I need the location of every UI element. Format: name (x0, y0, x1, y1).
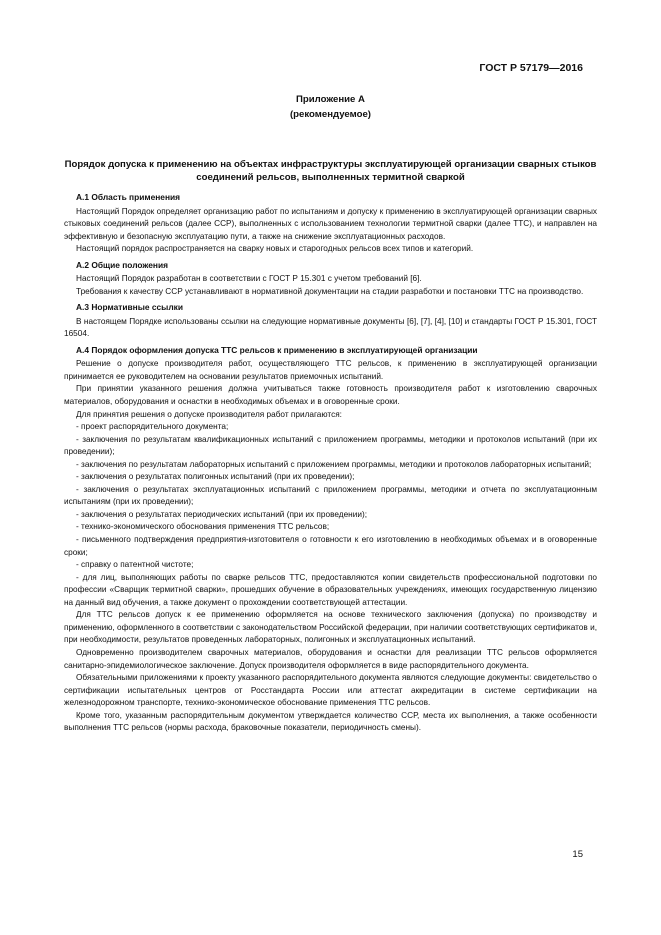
paragraph: Настоящий Порядок определяет организацию работ по испытаниям и допуску к применению в эксплуатирующей организации сварных стыковых соединений рельсов (далее ССР), выполненных с использованием технологии термитной сварки (далее ТТС), и направлен на эффективную и безопасную эксплуатацию пути, а также на снижение эксплуатационных расходов. (64, 206, 597, 241)
appendix-title: Приложение А (296, 94, 365, 105)
paragraph: Для ТТС рельсов допуск к ее применению оформляется на основе технического заключения (допуска) по производству и применению, оформленного в соответствии с законодательством Российской федерации, при наличии соответствующих сертификатов и, при необходимости, результатов проведенных лабораторных, полигонных и эксплуатационных испытаний. (64, 610, 597, 645)
paragraph: В настоящем Порядке использованы ссылки на следующие нормативные документы [6], [7], [4], [10] и стандарты ГОСТ Р 15.301, ГОСТ 16504. (64, 316, 597, 339)
paragraph: Настоящий Порядок разработан в соответствии с ГОСТ Р 15.301 с учетом требований [6]. (76, 274, 422, 284)
list-item: - для лиц, выполняющих работы по сварке рельсов ТТС, предоставляются копии свидетельств профессиональной подготовки по профессии «Сварщик термитной сварки», прошедших обучение в образовательных учреждениях, имеющих государственную лицензию на данный вид обучения, а также документ о прохождении соответствующей аттестации. (64, 572, 597, 607)
list-item: - заключения по результатам квалификационных испытаний с приложением программы, методики и протоколов испытаний (при их проведении); (64, 434, 597, 457)
paragraph: Кроме того, указанным распорядительным документом утверждается количество ССР, места их выполнения, а также особенности выполнения ТТС рельсов (нормы расхода, браковочные показатели, периодичность смены). (64, 710, 597, 733)
list-item: - заключения о результатах эксплуатационных испытаний с приложением программы, методики и отчета по эксплуатационным испытаниям (при их проведении); (64, 484, 597, 507)
list-item: - справку о патентной чистоте; (76, 560, 194, 570)
paragraph: Требования к качеству ССР устанавливают в нормативной документации на стадии разработки и постановки ТТС на производство. (76, 286, 584, 296)
section-heading: А.2 Общие положения (76, 259, 169, 270)
paragraph: Для принятия решения о допуске производителя работ прилагаются: (76, 409, 342, 419)
list-item: - заключения о результатах периодических испытаний (при их проведении); (76, 509, 367, 519)
document-body (64, 191, 597, 735)
list-item: - заключения по результатам лабораторных испытаний с приложением программы, методики и протоколов лабораторных испытаний; (76, 459, 592, 469)
section-heading: А.1 Область применения (76, 192, 181, 202)
section-heading: А.4 Порядок оформления допуска ТТС рельсов к применению в эксплуатирующей организации (76, 344, 478, 355)
list-item: - технико-экономического обоснования применения ТТС рельсов; (76, 522, 330, 532)
main-title: Порядок допуска к применению на объектах инфраструктуры эксплуатирующей организации сварных стыков соединений рельсов, выполненных термитной сваркой (64, 159, 597, 183)
appendix-header (0, 92, 661, 122)
appendix-subtitle: (рекомендуемое) (289, 109, 371, 120)
paragraph: Настоящий порядок распространяется на сварку новых и старогодных рельсов всех типов и категорий. (76, 244, 474, 254)
section-heading: А.3 Нормативные ссылки (76, 302, 183, 313)
paragraph: Обязательными приложениями к проекту указанного распорядительного документа являются следующие документы: свидетельство о сертификации испытательных центров от Росстандарта России или аттестат аккредитации в системе сертификации на железнодорожном транспорте, технико-экономическое обоснование применения ТТС рельсов. (64, 673, 597, 708)
paragraph: При принятии указанного решения должна учитываться также готовность производителя работ к изготовлению сварочных материалов, оборудования и оснастки в необходимых объемах и в оговоренные сроки. (64, 384, 597, 407)
list-item: - письменного подтверждения предприятия-изготовителя о готовности к его изготовлению в необходимых объемах и в оговоренные сроки; (64, 535, 597, 557)
document-code: ГОСТ Р 57179—2016 (479, 62, 583, 74)
list-item: - заключения о результатах полигонных испытаний (при их проведении); (76, 472, 355, 482)
paragraph: Решение о допуске производителя работ, осуществляющего ТТС рельсов, к применению в эксплуатирующей организации принимается ее руководителем на основании результатов приемочных испытаний. (64, 359, 597, 381)
paragraph: Одновременно производителем сварочных материалов, оборудования и оснастки для реализации ТТС рельсов оформляется санитарно-эпидемиологическое заключение. Допуск производителя оформляется в виде распорядительного документа. (64, 647, 597, 670)
list-item: - проект распорядительного документа; (76, 422, 229, 432)
page-number: 15 (572, 849, 583, 860)
